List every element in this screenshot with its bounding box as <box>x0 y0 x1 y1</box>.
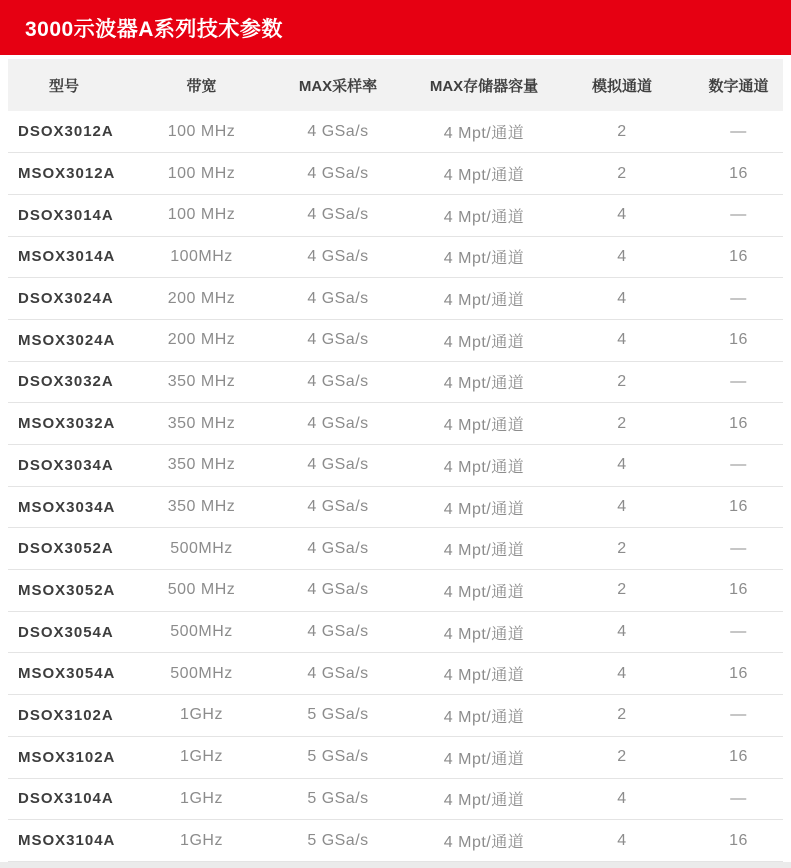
cell-analog-channels: 4 <box>550 319 694 361</box>
cell-sample-rate: 5 GSa/s <box>258 820 418 862</box>
cell-sample-rate: 4 GSa/s <box>258 611 418 653</box>
column-header-bandwidth: 带宽 <box>145 59 258 111</box>
cell-sample-rate: 4 GSa/s <box>258 486 418 528</box>
cell-memory: 4 Mpt/通道 <box>418 653 550 695</box>
column-header-memory: MAX存储器容量 <box>418 59 550 111</box>
cell-bandwidth: 350 MHz <box>145 403 258 445</box>
table-row <box>8 778 783 820</box>
cell-sample-rate: 4 GSa/s <box>258 653 418 695</box>
cell-analog-channels: 4 <box>550 653 694 695</box>
cell-model: MSOX3104A <box>8 820 145 862</box>
cell-model: MSOX3034A <box>8 486 145 528</box>
table-row <box>8 528 783 570</box>
cell-memory: 4 Mpt/通道 <box>418 611 550 653</box>
cell-digital-channels: — <box>694 278 783 320</box>
cell-bandwidth: 100 MHz <box>145 111 258 153</box>
cell-digital-channels: — <box>694 111 783 153</box>
cell-memory: 4 Mpt/通道 <box>418 236 550 278</box>
cell-analog-channels: 4 <box>550 486 694 528</box>
cell-bandwidth: 100 MHz <box>145 153 258 195</box>
cell-bandwidth: 200 MHz <box>145 278 258 320</box>
cell-model: MSOX3014A <box>8 236 145 278</box>
cell-memory: 4 Mpt/通道 <box>418 570 550 612</box>
cell-memory: 4 Mpt/通道 <box>418 778 550 820</box>
cell-analog-channels: 2 <box>550 153 694 195</box>
cell-digital-channels: 16 <box>694 653 783 695</box>
cell-sample-rate: 4 GSa/s <box>258 153 418 195</box>
cell-sample-rate: 4 GSa/s <box>258 194 418 236</box>
cell-analog-channels: 4 <box>550 445 694 487</box>
cell-memory: 4 Mpt/通道 <box>418 153 550 195</box>
cell-memory: 4 Mpt/通道 <box>418 319 550 361</box>
page-title: 3000示波器A系列技术参数 <box>25 17 283 41</box>
cell-bandwidth: 1GHz <box>145 778 258 820</box>
cell-model: MSOX3054A <box>8 653 145 695</box>
cell-model: DSOX3032A <box>8 361 145 403</box>
cell-analog-channels: 4 <box>550 236 694 278</box>
cell-digital-channels: 16 <box>694 486 783 528</box>
title-banner <box>0 0 791 55</box>
spec-table <box>8 59 783 862</box>
cell-analog-channels: 2 <box>550 570 694 612</box>
cell-analog-channels: 2 <box>550 736 694 778</box>
spec-table-header <box>8 59 783 111</box>
cell-sample-rate: 4 GSa/s <box>258 361 418 403</box>
header-row <box>8 59 783 111</box>
cell-model: MSOX3024A <box>8 319 145 361</box>
cell-sample-rate: 5 GSa/s <box>258 778 418 820</box>
cell-model: DSOX3102A <box>8 695 145 737</box>
cell-model: MSOX3102A <box>8 736 145 778</box>
cell-digital-channels: — <box>694 445 783 487</box>
cell-model: DSOX3012A <box>8 111 145 153</box>
cell-digital-channels: — <box>694 611 783 653</box>
table-row <box>8 611 783 653</box>
cell-model: DSOX3034A <box>8 445 145 487</box>
cell-digital-channels: 16 <box>694 736 783 778</box>
cell-digital-channels: 16 <box>694 236 783 278</box>
cell-bandwidth: 350 MHz <box>145 486 258 528</box>
table-row <box>8 403 783 445</box>
cell-memory: 4 Mpt/通道 <box>418 111 550 153</box>
cell-analog-channels: 2 <box>550 403 694 445</box>
cell-analog-channels: 4 <box>550 278 694 320</box>
table-row <box>8 736 783 778</box>
cell-analog-channels: 4 <box>550 820 694 862</box>
cell-digital-channels: 16 <box>694 403 783 445</box>
bottom-divider-strip <box>0 862 791 868</box>
cell-analog-channels: 4 <box>550 611 694 653</box>
cell-bandwidth: 500 MHz <box>145 570 258 612</box>
cell-digital-channels: 16 <box>694 570 783 612</box>
table-row <box>8 111 783 153</box>
cell-bandwidth: 1GHz <box>145 820 258 862</box>
cell-bandwidth: 500MHz <box>145 653 258 695</box>
cell-bandwidth: 1GHz <box>145 736 258 778</box>
cell-digital-channels: — <box>694 528 783 570</box>
cell-analog-channels: 4 <box>550 194 694 236</box>
cell-memory: 4 Mpt/通道 <box>418 820 550 862</box>
cell-sample-rate: 4 GSa/s <box>258 403 418 445</box>
cell-memory: 4 Mpt/通道 <box>418 194 550 236</box>
cell-model: DSOX3014A <box>8 194 145 236</box>
cell-model: MSOX3032A <box>8 403 145 445</box>
table-row <box>8 570 783 612</box>
table-row <box>8 236 783 278</box>
cell-bandwidth: 100 MHz <box>145 194 258 236</box>
cell-memory: 4 Mpt/通道 <box>418 403 550 445</box>
cell-sample-rate: 5 GSa/s <box>258 695 418 737</box>
cell-sample-rate: 4 GSa/s <box>258 528 418 570</box>
cell-digital-channels: — <box>694 361 783 403</box>
cell-analog-channels: 2 <box>550 528 694 570</box>
table-row <box>8 820 783 862</box>
table-row <box>8 361 783 403</box>
cell-sample-rate: 4 GSa/s <box>258 236 418 278</box>
cell-analog-channels: 2 <box>550 111 694 153</box>
column-header-digital-channels: 数字通道 <box>694 59 783 111</box>
table-row <box>8 319 783 361</box>
table-row <box>8 653 783 695</box>
cell-analog-channels: 2 <box>550 695 694 737</box>
cell-digital-channels: 16 <box>694 820 783 862</box>
cell-digital-channels: 16 <box>694 319 783 361</box>
cell-bandwidth: 200 MHz <box>145 319 258 361</box>
cell-model: DSOX3052A <box>8 528 145 570</box>
cell-memory: 4 Mpt/通道 <box>418 278 550 320</box>
cell-sample-rate: 4 GSa/s <box>258 319 418 361</box>
cell-bandwidth: 350 MHz <box>145 445 258 487</box>
cell-sample-rate: 4 GSa/s <box>258 445 418 487</box>
cell-sample-rate: 4 GSa/s <box>258 570 418 612</box>
cell-analog-channels: 2 <box>550 361 694 403</box>
spec-table-body <box>8 111 783 861</box>
table-row <box>8 153 783 195</box>
cell-bandwidth: 500MHz <box>145 611 258 653</box>
cell-memory: 4 Mpt/通道 <box>418 486 550 528</box>
cell-memory: 4 Mpt/通道 <box>418 736 550 778</box>
column-header-sample-rate: MAX采样率 <box>258 59 418 111</box>
cell-memory: 4 Mpt/通道 <box>418 445 550 487</box>
cell-model: DSOX3054A <box>8 611 145 653</box>
cell-digital-channels: — <box>694 778 783 820</box>
spec-table-container <box>0 55 791 862</box>
cell-sample-rate: 4 GSa/s <box>258 111 418 153</box>
cell-model: DSOX3104A <box>8 778 145 820</box>
cell-model: MSOX3012A <box>8 153 145 195</box>
cell-model: DSOX3024A <box>8 278 145 320</box>
cell-bandwidth: 500MHz <box>145 528 258 570</box>
cell-digital-channels: — <box>694 695 783 737</box>
column-header-model: 型号 <box>8 59 145 111</box>
cell-memory: 4 Mpt/通道 <box>418 695 550 737</box>
cell-model: MSOX3052A <box>8 570 145 612</box>
cell-analog-channels: 4 <box>550 778 694 820</box>
cell-bandwidth: 100MHz <box>145 236 258 278</box>
table-row <box>8 445 783 487</box>
table-row <box>8 695 783 737</box>
cell-memory: 4 Mpt/通道 <box>418 528 550 570</box>
cell-sample-rate: 4 GSa/s <box>258 278 418 320</box>
table-row <box>8 486 783 528</box>
column-header-analog-channels: 模拟通道 <box>550 59 694 111</box>
cell-bandwidth: 350 MHz <box>145 361 258 403</box>
table-row <box>8 278 783 320</box>
table-row <box>8 194 783 236</box>
cell-sample-rate: 5 GSa/s <box>258 736 418 778</box>
cell-digital-channels: — <box>694 194 783 236</box>
cell-bandwidth: 1GHz <box>145 695 258 737</box>
cell-digital-channels: 16 <box>694 153 783 195</box>
cell-memory: 4 Mpt/通道 <box>418 361 550 403</box>
